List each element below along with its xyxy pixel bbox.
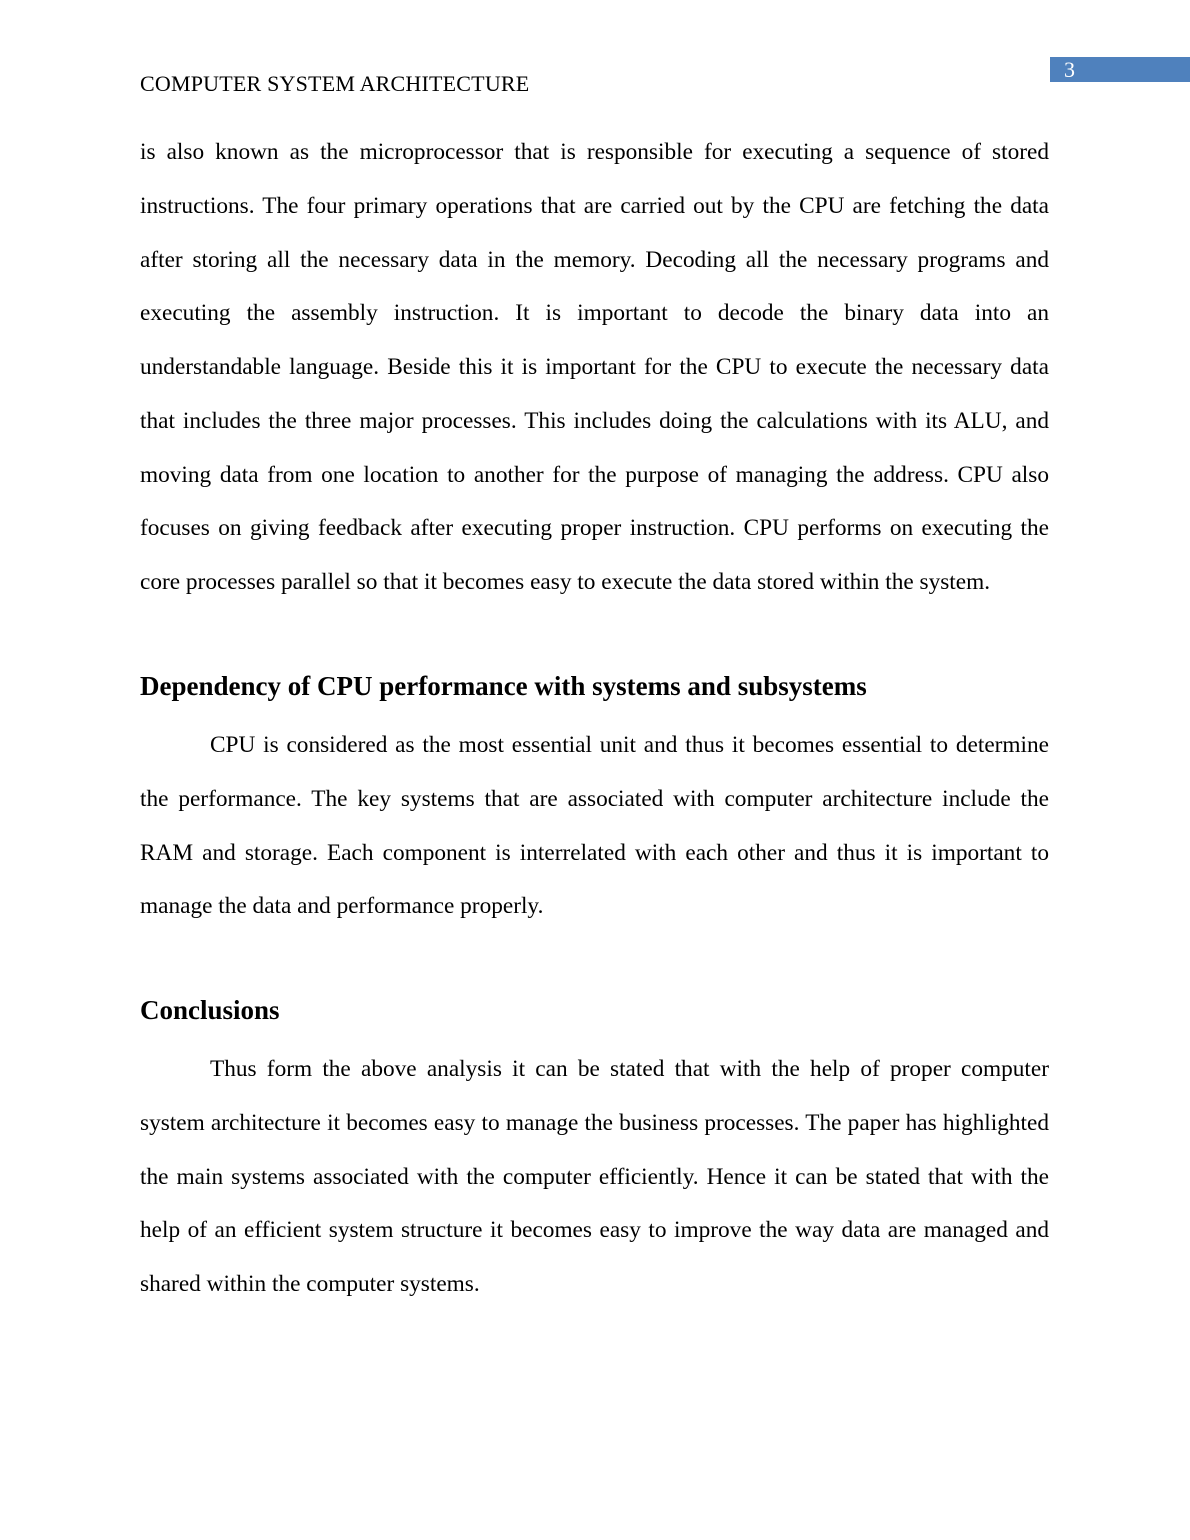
running-header: COMPUTER SYSTEM ARCHITECTURE	[140, 71, 530, 96]
paragraph-dependency	[140, 719, 1049, 934]
paragraph-cpu-operations	[140, 126, 1049, 610]
text-line: instructions. The four primary operations that are carried out by the CPU are fetching the data	[140, 192, 1049, 219]
text-line: core processes parallel so that it becomes easy to execute the data stored within the system.	[140, 569, 991, 595]
text-line: that includes the three major processes. This includes doing the calculations with its ALU, and	[140, 407, 1049, 434]
section-heading-conclusions: Conclusions	[140, 995, 280, 1025]
text-line: focuses on giving feedback after executing proper instruction. CPU performs on executing the	[140, 515, 1049, 542]
text-line: CPU is considered as the most essential unit and thus it becomes essential to determine	[210, 732, 1049, 758]
paragraph-conclusions	[140, 1043, 1049, 1312]
text-line: moving data from one location to another for the purpose of managing the address. CPU also	[140, 461, 1049, 488]
text-line: executing the assembly instruction. It is important to decode the binary data into an	[140, 300, 1049, 327]
text-line: manage the data and performance properly.	[140, 893, 544, 920]
text-line: help of an efficient system structure it becomes easy to improve the way data are managed and	[140, 1217, 1049, 1244]
text-line: understandable language. Beside this it is important for the CPU to execute the necessary data	[140, 354, 1049, 380]
text-line: system architecture it becomes easy to manage the business processes. The paper has highlighted	[140, 1109, 1049, 1136]
section-heading-dependency: Dependency of CPU performance with systems and subsystems	[140, 671, 867, 701]
text-line: is also known as the microprocessor that is responsible for executing a sequence of stored	[140, 139, 1049, 165]
text-line: RAM and storage. Each component is interrelated with each other and thus it is important to	[140, 839, 1049, 866]
page-number: 3	[1064, 57, 1075, 82]
text-line: Thus form the above analysis it can be stated that with the help of proper computer	[210, 1056, 1049, 1082]
text-line: after storing all the necessary data in the memory. Decoding all the necessary programs and	[140, 246, 1049, 273]
text-line: shared within the computer systems.	[140, 1271, 480, 1297]
text-line: the main systems associated with the computer efficiently. Hence it can be stated that with the	[140, 1163, 1049, 1190]
page-number-box	[1050, 57, 1190, 82]
text-line: the performance. The key systems that are associated with computer architecture include the	[140, 785, 1049, 812]
